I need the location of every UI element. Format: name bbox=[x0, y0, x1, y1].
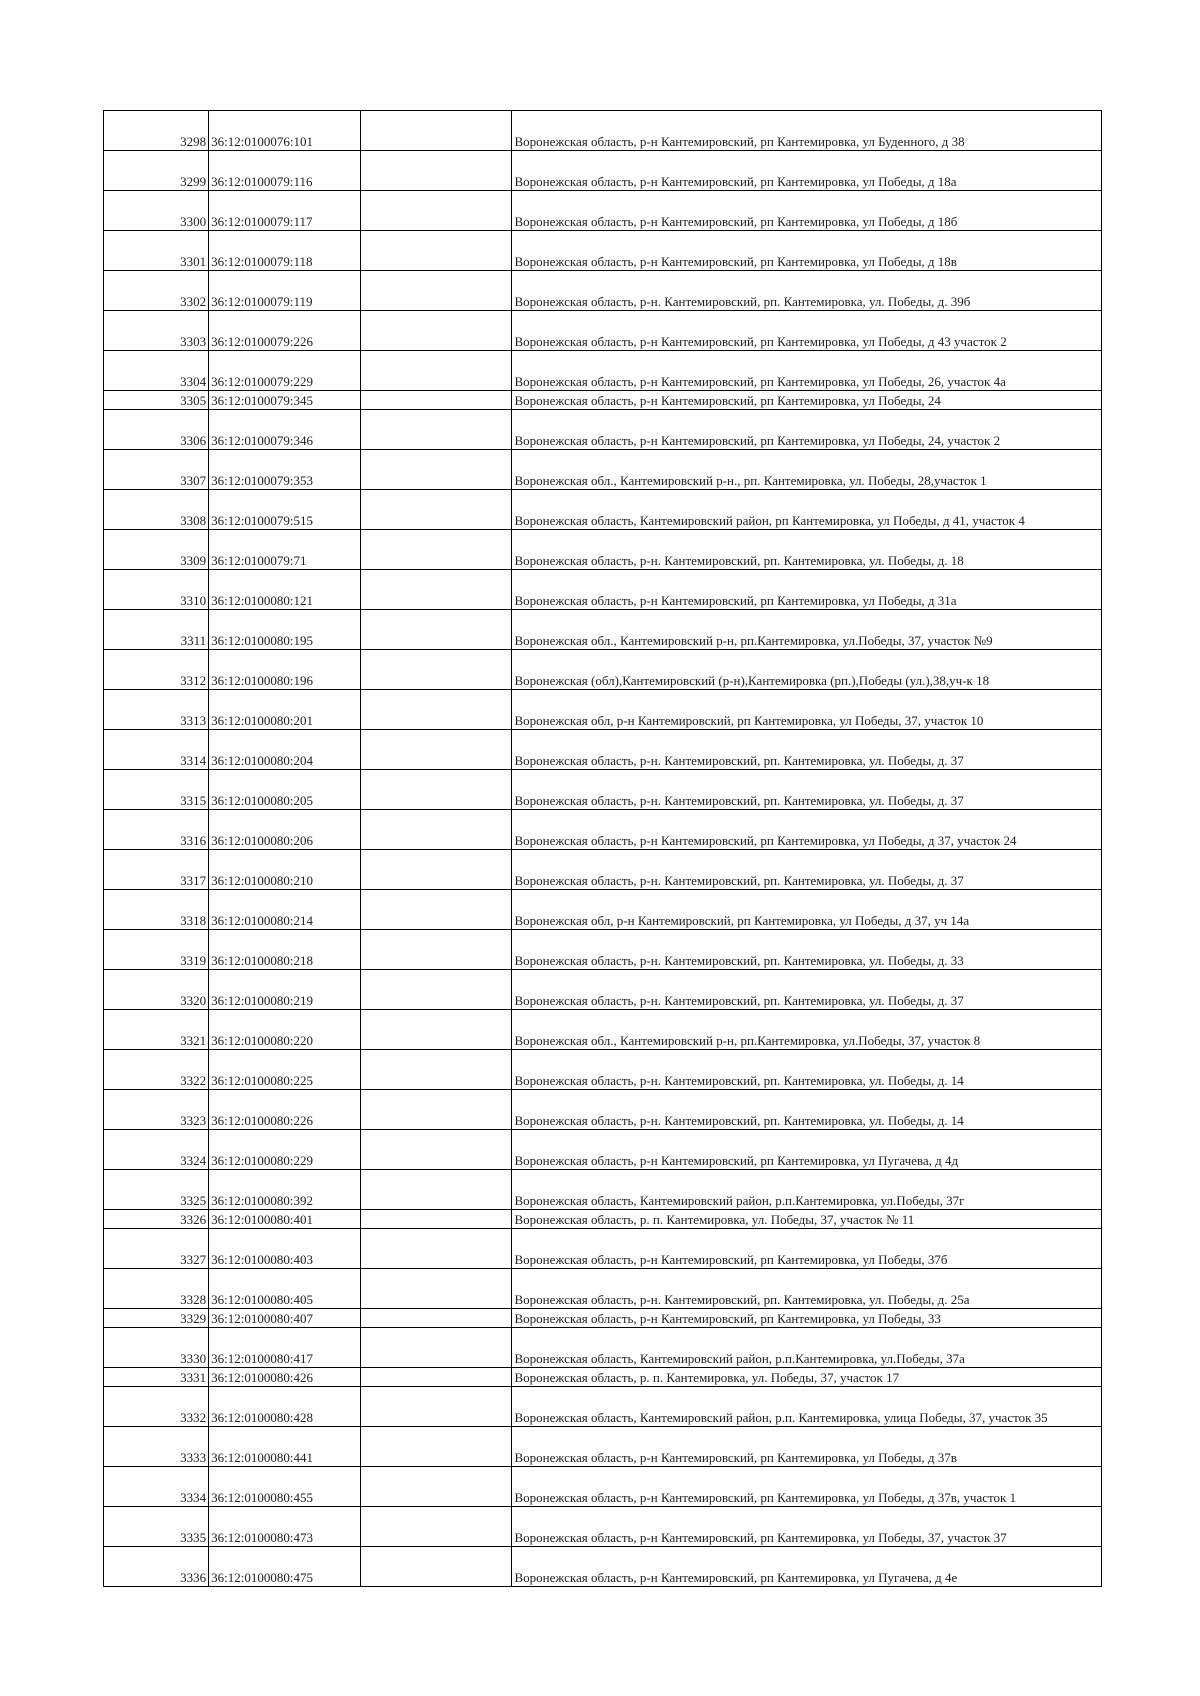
cadastral-number: 36:12:0100079:117 bbox=[209, 191, 361, 231]
table-row bbox=[104, 1427, 1102, 1467]
address: Воронежская область, р-н. Кантемировский, рп. Кантемировка, ул. Победы, д. 37 bbox=[512, 730, 1102, 770]
cadastral-number: 36:12:0100080:201 bbox=[209, 690, 361, 730]
empty-cell bbox=[360, 191, 512, 231]
row-number: 3304 bbox=[104, 351, 209, 391]
empty-cell bbox=[360, 570, 512, 610]
address: Воронежская область, Кантемировский район, р.п.Кантемировка, ул.Победы, 37г bbox=[512, 1170, 1102, 1210]
table-row bbox=[104, 351, 1102, 391]
row-number: 3335 bbox=[104, 1507, 209, 1547]
empty-cell bbox=[360, 311, 512, 351]
row-number: 3321 bbox=[104, 1010, 209, 1050]
table-row bbox=[104, 1269, 1102, 1309]
address: Воронежская область, р-н Кантемировский, рп Кантемировка, ул Победы, д 18а bbox=[512, 151, 1102, 191]
address: Воронежская область, р-н. Кантемировский, рп. Кантемировка, ул. Победы, д. 14 bbox=[512, 1050, 1102, 1090]
row-number: 3309 bbox=[104, 530, 209, 570]
table-row bbox=[104, 111, 1102, 151]
row-number: 3307 bbox=[104, 450, 209, 490]
empty-cell bbox=[360, 490, 512, 530]
cadastral-number: 36:12:0100080:210 bbox=[209, 850, 361, 890]
address: Воронежская область, р-н. Кантемировский, рп. Кантемировка, ул. Победы, д. 39б bbox=[512, 271, 1102, 311]
address: Воронежская область, р-н Кантемировский, рп Кантемировка, ул Победы, 33 bbox=[512, 1309, 1102, 1328]
table-row bbox=[104, 231, 1102, 271]
address: Воронежская область, р-н Кантемировский, рп Кантемировка, ул Победы, 24, участок 2 bbox=[512, 410, 1102, 450]
row-number: 3310 bbox=[104, 570, 209, 610]
cadastral-number: 36:12:0100079:515 bbox=[209, 490, 361, 530]
empty-cell bbox=[360, 1229, 512, 1269]
address: Воронежская область, р-н Кантемировский, рп Кантемировка, ул Победы, д 37, участок 24 bbox=[512, 810, 1102, 850]
empty-cell bbox=[360, 1427, 512, 1467]
row-number: 3314 bbox=[104, 730, 209, 770]
address: Воронежская область, Кантемировский район, р.п.Кантемировка, ул.Победы, 37а bbox=[512, 1328, 1102, 1368]
row-number: 3303 bbox=[104, 311, 209, 351]
row-number: 3298 bbox=[104, 111, 209, 151]
empty-cell bbox=[360, 231, 512, 271]
address: Воронежская область, р-н. Кантемировский, рп. Кантемировка, ул. Победы, д. 37 bbox=[512, 850, 1102, 890]
address: Воронежская область, р-н Кантемировский, рп Кантемировка, ул Буденного, д 38 bbox=[512, 111, 1102, 151]
row-number: 3316 bbox=[104, 810, 209, 850]
table-row bbox=[104, 690, 1102, 730]
row-number: 3333 bbox=[104, 1427, 209, 1467]
row-number: 3305 bbox=[104, 391, 209, 410]
address: Воронежская область, р-н Кантемировский, рп Кантемировка, ул Победы, д 37в, участок 1 bbox=[512, 1467, 1102, 1507]
address: Воронежская область, р-н Кантемировский, рп Кантемировка, ул Победы, 24 bbox=[512, 391, 1102, 410]
empty-cell bbox=[360, 151, 512, 191]
cadastral-number: 36:12:0100079:71 bbox=[209, 530, 361, 570]
address: Воронежская область, р-н Кантемировский, рп Кантемировка, ул Победы, 37б bbox=[512, 1229, 1102, 1269]
cadastral-number: 36:12:0100080:219 bbox=[209, 970, 361, 1010]
empty-cell bbox=[360, 1467, 512, 1507]
cadastral-number: 36:12:0100079:116 bbox=[209, 151, 361, 191]
empty-cell bbox=[360, 730, 512, 770]
row-number: 3315 bbox=[104, 770, 209, 810]
row-number: 3311 bbox=[104, 610, 209, 650]
row-number: 3317 bbox=[104, 850, 209, 890]
empty-cell bbox=[360, 1090, 512, 1130]
address: Воронежская обл., Кантемировский р-н., рп. Кантемировка, ул. Победы, 28,участок 1 bbox=[512, 450, 1102, 490]
cadastral-number: 36:12:0100080:195 bbox=[209, 610, 361, 650]
cadastral-number: 36:12:0100080:392 bbox=[209, 1170, 361, 1210]
empty-cell bbox=[360, 890, 512, 930]
row-number: 3299 bbox=[104, 151, 209, 191]
row-number: 3308 bbox=[104, 490, 209, 530]
table-row bbox=[104, 930, 1102, 970]
cadastral-number: 36:12:0100079:229 bbox=[209, 351, 361, 391]
address: Воронежская область, р-н Кантемировский, рп Кантемировка, ул Пугачева, д 4д bbox=[512, 1130, 1102, 1170]
table-row bbox=[104, 570, 1102, 610]
address: Воронежская область, р-н Кантемировский, рп Кантемировка, ул Победы, д 37в bbox=[512, 1427, 1102, 1467]
cadastral-number: 36:12:0100080:205 bbox=[209, 770, 361, 810]
table-row bbox=[104, 650, 1102, 690]
row-number: 3328 bbox=[104, 1269, 209, 1309]
cadastral-number: 36:12:0100080:405 bbox=[209, 1269, 361, 1309]
cadastral-number: 36:12:0100080:455 bbox=[209, 1467, 361, 1507]
row-number: 3306 bbox=[104, 410, 209, 450]
address: Воронежская область, р-н. Кантемировский, рп. Кантемировка, ул. Победы, д. 37 bbox=[512, 770, 1102, 810]
cadastral-number: 36:12:0100080:229 bbox=[209, 1130, 361, 1170]
table-row bbox=[104, 1130, 1102, 1170]
empty-cell bbox=[360, 1170, 512, 1210]
empty-cell bbox=[360, 391, 512, 410]
cadastral-number: 36:12:0100079:226 bbox=[209, 311, 361, 351]
empty-cell bbox=[360, 351, 512, 391]
address: Воронежская область, р-н Кантемировский, рп Кантемировка, ул Победы, 26, участок 4а bbox=[512, 351, 1102, 391]
row-number: 3301 bbox=[104, 231, 209, 271]
address: Воронежская область, р-н Кантемировский, рп Кантемировка, ул Победы, д 43 участок 2 bbox=[512, 311, 1102, 351]
table-row bbox=[104, 1547, 1102, 1587]
address: Воронежская область, р-н Кантемировский, рп Кантемировка, ул Победы, 37, участок 37 bbox=[512, 1507, 1102, 1547]
cadastral-number: 36:12:0100079:353 bbox=[209, 450, 361, 490]
row-number: 3313 bbox=[104, 690, 209, 730]
cadastral-number: 36:12:0100079:345 bbox=[209, 391, 361, 410]
empty-cell bbox=[360, 271, 512, 311]
row-number: 3324 bbox=[104, 1130, 209, 1170]
address: Воронежская обл, р-н Кантемировский, рп Кантемировка, ул Победы, 37, участок 10 bbox=[512, 690, 1102, 730]
table-row bbox=[104, 1170, 1102, 1210]
row-number: 3330 bbox=[104, 1328, 209, 1368]
empty-cell bbox=[360, 1547, 512, 1587]
address: Воронежская область, р. п. Кантемировка, ул. Победы, 37, участок № 11 bbox=[512, 1210, 1102, 1229]
cadastral-number: 36:12:0100079:118 bbox=[209, 231, 361, 271]
empty-cell bbox=[360, 1507, 512, 1547]
cadastral-number: 36:12:0100080:417 bbox=[209, 1328, 361, 1368]
row-number: 3326 bbox=[104, 1210, 209, 1229]
empty-cell bbox=[360, 650, 512, 690]
cadastral-number: 36:12:0100080:220 bbox=[209, 1010, 361, 1050]
address: Воронежская обл., Кантемировский р-н, рп.Кантемировка, ул.Победы, 37, участок 8 bbox=[512, 1010, 1102, 1050]
empty-cell bbox=[360, 1010, 512, 1050]
table-row bbox=[104, 610, 1102, 650]
cadastral-number: 36:12:0100079:346 bbox=[209, 410, 361, 450]
address: Воронежская область, р-н. Кантемировский, рп. Кантемировка, ул. Победы, д. 37 bbox=[512, 970, 1102, 1010]
empty-cell bbox=[360, 1210, 512, 1229]
row-number: 3329 bbox=[104, 1309, 209, 1328]
empty-cell bbox=[360, 610, 512, 650]
address: Воронежская область, р-н. Кантемировский, рп. Кантемировка, ул. Победы, д. 18 bbox=[512, 530, 1102, 570]
row-number: 3331 bbox=[104, 1368, 209, 1387]
table-row bbox=[104, 1309, 1102, 1328]
address: Воронежская область, р-н Кантемировский, рп Кантемировка, ул Победы, д 18в bbox=[512, 231, 1102, 271]
table-row bbox=[104, 770, 1102, 810]
empty-cell bbox=[360, 850, 512, 890]
row-number: 3302 bbox=[104, 271, 209, 311]
table-row bbox=[104, 1210, 1102, 1229]
cadastral-number: 36:12:0100080:206 bbox=[209, 810, 361, 850]
table-row bbox=[104, 1090, 1102, 1130]
address: Воронежская область, р. п. Кантемировка, ул. Победы, 37, участок 17 bbox=[512, 1368, 1102, 1387]
table-row bbox=[104, 970, 1102, 1010]
cadastral-number: 36:12:0100080:441 bbox=[209, 1427, 361, 1467]
row-number: 3327 bbox=[104, 1229, 209, 1269]
cadastral-number: 36:12:0100080:403 bbox=[209, 1229, 361, 1269]
table-row bbox=[104, 151, 1102, 191]
row-number: 3300 bbox=[104, 191, 209, 231]
address: Воронежская область, Кантемировский район, р.п. Кантемировка, улица Победы, 37, участок 35 bbox=[512, 1387, 1102, 1427]
row-number: 3323 bbox=[104, 1090, 209, 1130]
cadastral-number: 36:12:0100080:218 bbox=[209, 930, 361, 970]
cadastral-number: 36:12:0100080:225 bbox=[209, 1050, 361, 1090]
empty-cell bbox=[360, 770, 512, 810]
empty-cell bbox=[360, 1130, 512, 1170]
cadastral-number: 36:12:0100080:407 bbox=[209, 1309, 361, 1328]
row-number: 3319 bbox=[104, 930, 209, 970]
table-row bbox=[104, 1368, 1102, 1387]
row-number: 3312 bbox=[104, 650, 209, 690]
table-row bbox=[104, 890, 1102, 930]
cadastral-number: 36:12:0100080:226 bbox=[209, 1090, 361, 1130]
empty-cell bbox=[360, 1368, 512, 1387]
table-row bbox=[104, 1387, 1102, 1427]
cadastral-number: 36:12:0100080:121 bbox=[209, 570, 361, 610]
address: Воронежская область, р-н Кантемировский, рп Кантемировка, ул Пугачева, д 4е bbox=[512, 1547, 1102, 1587]
table-row bbox=[104, 810, 1102, 850]
cadastral-number: 36:12:0100080:204 bbox=[209, 730, 361, 770]
empty-cell bbox=[360, 1309, 512, 1328]
address: Воронежская область, р-н Кантемировский, рп Кантемировка, ул Победы, д 31а bbox=[512, 570, 1102, 610]
table-row bbox=[104, 1328, 1102, 1368]
empty-cell bbox=[360, 930, 512, 970]
table-row bbox=[104, 1010, 1102, 1050]
address: Воронежская область, Кантемировский район, рп Кантемировка, ул Победы, д 41, участок 4 bbox=[512, 490, 1102, 530]
table-row bbox=[104, 391, 1102, 410]
row-number: 3332 bbox=[104, 1387, 209, 1427]
empty-cell bbox=[360, 690, 512, 730]
empty-cell bbox=[360, 111, 512, 151]
table-row bbox=[104, 1507, 1102, 1547]
table-row bbox=[104, 271, 1102, 311]
table-row bbox=[104, 410, 1102, 450]
table-row bbox=[104, 450, 1102, 490]
row-number: 3322 bbox=[104, 1050, 209, 1090]
empty-cell bbox=[360, 1269, 512, 1309]
address: Воронежская область, р-н. Кантемировский, рп. Кантемировка, ул. Победы, д. 33 bbox=[512, 930, 1102, 970]
table-row bbox=[104, 490, 1102, 530]
cadastral-number: 36:12:0100080:475 bbox=[209, 1547, 361, 1587]
table-row bbox=[104, 730, 1102, 770]
empty-cell bbox=[360, 410, 512, 450]
address: Воронежская обл., Кантемировский р-н, рп.Кантемировка, ул.Победы, 37, участок №9 bbox=[512, 610, 1102, 650]
table-row bbox=[104, 530, 1102, 570]
cadastral-number: 36:12:0100080:473 bbox=[209, 1507, 361, 1547]
cadastral-number: 36:12:0100080:428 bbox=[209, 1387, 361, 1427]
empty-cell bbox=[360, 530, 512, 570]
empty-cell bbox=[360, 1328, 512, 1368]
address: Воронежская обл, р-н Кантемировский, рп Кантемировка, ул Победы, д 37, уч 14а bbox=[512, 890, 1102, 930]
cadastral-number: 36:12:0100079:119 bbox=[209, 271, 361, 311]
empty-cell bbox=[360, 1050, 512, 1090]
cadastral-number: 36:12:0100076:101 bbox=[209, 111, 361, 151]
row-number: 3318 bbox=[104, 890, 209, 930]
table-row bbox=[104, 1229, 1102, 1269]
table-row bbox=[104, 311, 1102, 351]
row-number: 3325 bbox=[104, 1170, 209, 1210]
cadastral-number: 36:12:0100080:426 bbox=[209, 1368, 361, 1387]
cadastral-number: 36:12:0100080:196 bbox=[209, 650, 361, 690]
address: Воронежская область, р-н. Кантемировский, рп. Кантемировка, ул. Победы, д. 25а bbox=[512, 1269, 1102, 1309]
registry-table-body bbox=[104, 111, 1102, 1587]
row-number: 3320 bbox=[104, 970, 209, 1010]
empty-cell bbox=[360, 450, 512, 490]
table-row bbox=[104, 1050, 1102, 1090]
table-row bbox=[104, 1467, 1102, 1507]
row-number: 3336 bbox=[104, 1547, 209, 1587]
empty-cell bbox=[360, 1387, 512, 1427]
row-number: 3334 bbox=[104, 1467, 209, 1507]
registry-table bbox=[103, 110, 1102, 1587]
cadastral-number: 36:12:0100080:401 bbox=[209, 1210, 361, 1229]
empty-cell bbox=[360, 810, 512, 850]
address: Воронежская (обл),Кантемировский (р-н),Кантемировка (рп.),Победы (ул.),38,уч-к 18 bbox=[512, 650, 1102, 690]
empty-cell bbox=[360, 970, 512, 1010]
table-row bbox=[104, 191, 1102, 231]
table-row bbox=[104, 850, 1102, 890]
address: Воронежская область, р-н. Кантемировский, рп. Кантемировка, ул. Победы, д. 14 bbox=[512, 1090, 1102, 1130]
cadastral-number: 36:12:0100080:214 bbox=[209, 890, 361, 930]
address: Воронежская область, р-н Кантемировский, рп Кантемировка, ул Победы, д 18б bbox=[512, 191, 1102, 231]
